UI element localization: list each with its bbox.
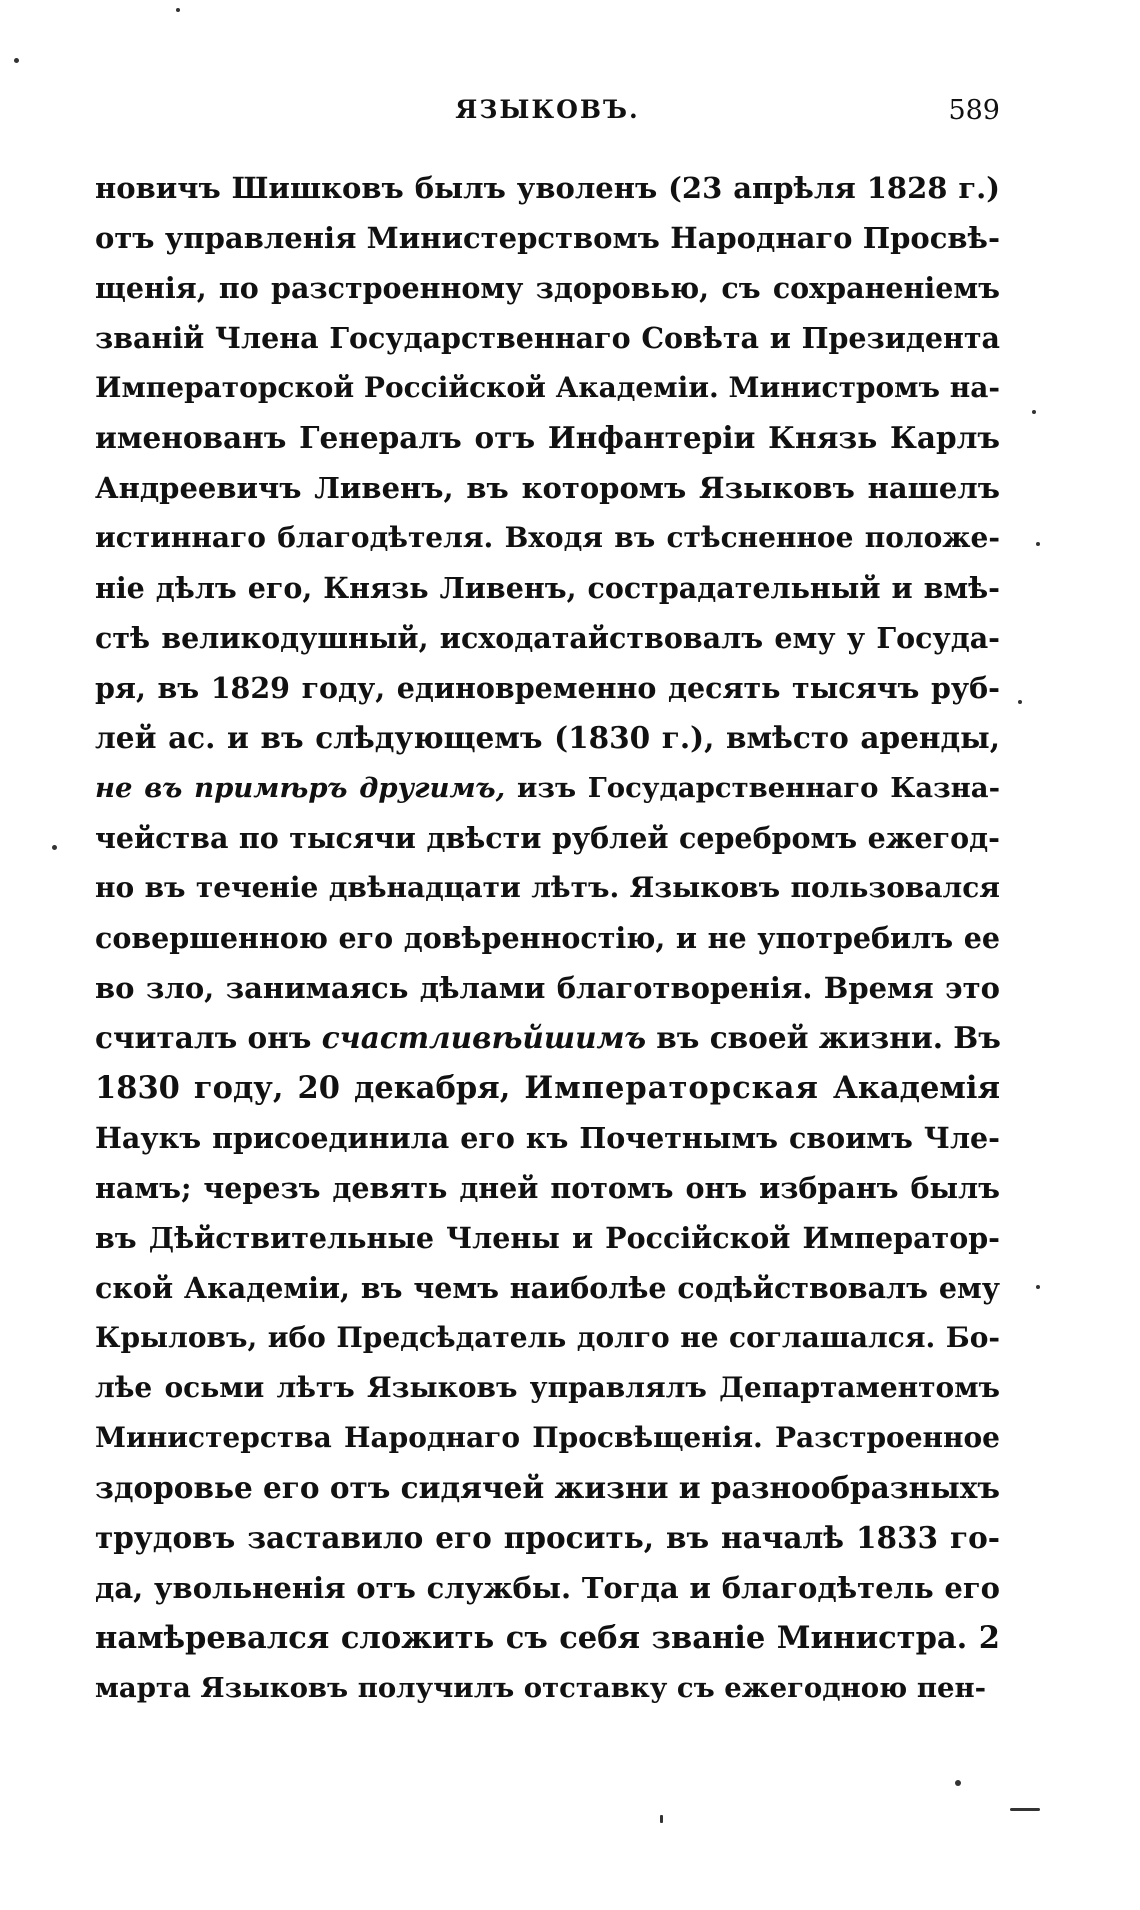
- text-line: [95, 563, 1000, 613]
- line-text: чейства по тысячи двѣсти рублей серебромъ ежегод-: [95, 821, 1000, 855]
- text-line: [95, 1213, 1000, 1263]
- text-line: [95, 513, 1000, 563]
- text-line: [95, 1013, 1000, 1063]
- text-line: [95, 663, 1000, 713]
- line-text: щенія, по разстроенному здоровью, съ сохраненіемъ: [95, 271, 1000, 305]
- scan-speck: [1018, 700, 1022, 704]
- text-line: [95, 1413, 1000, 1463]
- scan-speck: [1036, 1285, 1040, 1289]
- text-line: [95, 1613, 1000, 1663]
- italic-phrase: счастливѣйшимъ: [321, 1020, 647, 1055]
- line-text: именованъ Генералъ отъ Инфантеріи Князь Карлъ: [95, 420, 1000, 455]
- text-line: [95, 713, 1000, 763]
- line-text: намъ; черезъ девять дней потомъ онъ избранъ былъ: [95, 1171, 1000, 1205]
- line-text: новичъ Шишковъ былъ уволенъ (23 апрѣля 1828 г.): [95, 171, 1000, 205]
- text-line: [95, 1313, 1000, 1363]
- line-text: во зло, занимаясь дѣлами благотворенія. Время это: [95, 971, 1000, 1005]
- scan-speck: [1036, 542, 1040, 546]
- text-line: [95, 1663, 1000, 1713]
- scan-speck: [660, 1815, 663, 1823]
- text-line: [95, 1563, 1000, 1613]
- line-text: истиннаго благодѣтеля. Входя въ стѣсненное положе-: [95, 521, 1000, 554]
- line-text: въ своей жизни. Въ: [646, 1020, 1001, 1055]
- line-text: Наукъ присоединила его къ Почетнымъ своимъ Чле-: [95, 1121, 1000, 1155]
- line-text: отъ управленія Министерствомъ Народнаго Просвѣ-: [95, 221, 1000, 255]
- line-text: Академія: [818, 1070, 1000, 1106]
- text-line: [95, 913, 1000, 963]
- line-text: стѣ великодушный, исходатайствовалъ ему у Госуда-: [95, 621, 1000, 655]
- page-header: [95, 95, 1000, 135]
- text-line: [95, 813, 1000, 863]
- scan-speck: [176, 8, 180, 12]
- text-line: [95, 613, 1000, 663]
- text-line: [95, 763, 1000, 813]
- italic-phrase: не въ примѣръ другимъ,: [95, 772, 506, 804]
- line-text: считалъ онъ: [95, 1020, 322, 1055]
- text-line: [95, 413, 1000, 463]
- text-line: [95, 363, 1000, 413]
- scan-speck: [14, 58, 19, 63]
- text-line: [95, 863, 1000, 913]
- line-text: но въ теченіе двѣнадцати лѣтъ. Языковъ пользовался: [95, 871, 1000, 904]
- line-text: ской Академіи, въ чемъ наиболѣе содѣйствовалъ ему: [95, 1271, 1000, 1305]
- line-text: трудовъ заставило его просить, въ началѣ 1833 го-: [95, 1520, 1000, 1555]
- line-text: марта Языковъ получилъ отставку съ ежегодною пен-: [95, 1672, 986, 1704]
- scan-speck: [955, 1780, 961, 1786]
- text-line: [95, 163, 1000, 213]
- line-text: ря, въ 1829 году, единовременно десять тысячъ руб-: [95, 671, 1000, 705]
- line-text: 1830 году, 20 декабря,: [95, 1070, 525, 1106]
- body-text: [95, 163, 1000, 1713]
- line-text: лей ас. и въ слѣдующемъ (1830 г.), вмѣсто аренды,: [95, 720, 1000, 755]
- line-text: здоровье его отъ сидячей жизни и разнообразныхъ: [95, 1470, 1001, 1505]
- text-line: [95, 1363, 1000, 1413]
- text-line: [95, 313, 1000, 363]
- text-line: [95, 1063, 1000, 1113]
- text-line: [95, 1113, 1000, 1163]
- line-text: Андреевичъ Ливенъ, въ которомъ Языковъ нашелъ: [95, 471, 1000, 505]
- line-text: Министерства Народнаго Просвѣщенія. Разстроенное: [95, 1421, 1000, 1454]
- scan-speck: [1032, 410, 1036, 414]
- page-number: 589: [948, 95, 1000, 126]
- running-head: ЯЗЫКОВЪ.: [455, 95, 640, 124]
- line-text: въ Дѣйствительные Члены и Россійской Император-: [95, 1221, 1000, 1255]
- text-line: [95, 213, 1000, 263]
- text-line: [95, 1263, 1000, 1313]
- text-line: [95, 963, 1000, 1013]
- line-text: ніе дѣлъ его, Князь Ливенъ, сострадательный и вмѣ-: [95, 571, 1000, 605]
- line-text: совершенною его довѣренностію, и не употребилъ ее: [95, 921, 1000, 955]
- scan-speck: [52, 845, 57, 850]
- text-line: [95, 263, 1000, 313]
- text-line: [95, 1463, 1000, 1513]
- line-text: изъ Государственнаго Казна-: [505, 772, 1000, 804]
- line-text: да, увольненія отъ службы. Тогда и благодѣтель его: [95, 1571, 1000, 1605]
- line-text: намѣревался сложить съ себя званіе Министра. 2: [95, 1620, 1000, 1656]
- line-text: Императорской Россійской Академіи. Министромъ на-: [95, 371, 1000, 404]
- line-text: Крыловъ, ибо Предсѣдатель долго не соглашался. Бо-: [95, 1321, 1000, 1354]
- line-text: лѣе осьми лѣтъ Языковъ управлялъ Департаментомъ: [95, 1371, 1000, 1404]
- scan-speck: [1010, 1808, 1040, 1811]
- text-line: [95, 1163, 1000, 1213]
- spaced-phrase: Императорская: [524, 1070, 819, 1106]
- text-line: [95, 463, 1000, 513]
- line-text: званій Члена Государственнаго Совѣта и Президента: [95, 321, 1000, 355]
- text-line: [95, 1513, 1000, 1563]
